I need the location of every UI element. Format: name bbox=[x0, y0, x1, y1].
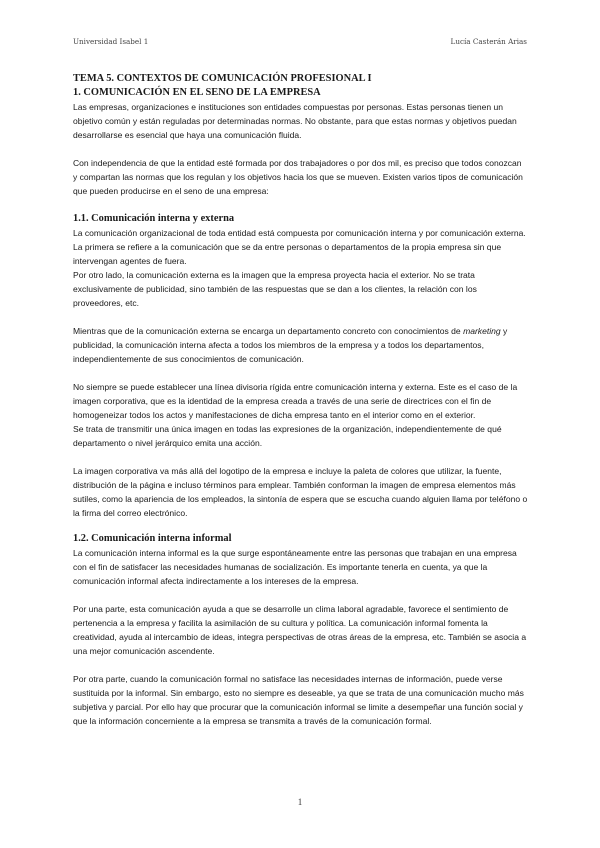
section-1-2-paragraph: Por otra parte, cuando la comunicación formal no satisface las necesidades internas de información, puede verse sustituida por la informal. Sin embargo, esto no siempre es deseable, ya que se trata de una comunicación mucho más subjetiva y parcial. Por ello hay que procurar que la comunicación informal se limite a desempeñar una función social y que la información concerniente a la empresa se transmita a través de la comunicación formal. bbox=[73, 674, 524, 726]
section-1-2-paragraph: Por una parte, esta comunicación ayuda a que se desarrolle un clima laboral agradable, favorece el sentimiento de pertenencia a la empresa y facilita la asimilación de su cultura y política. La comunicación informal fomenta la creatividad, ayuda al intercambio de ideas, integra perspectivas de otras áreas de la empresa, etc. También se asocia a una mejor comunicación ascendente. bbox=[73, 604, 527, 656]
marketing-term: marketing bbox=[463, 326, 501, 336]
section-1-2-heading: 1.2. Comunicación interna informal bbox=[73, 533, 232, 544]
section-1-1-paragraph: No siempre se puede establecer una línea divisoria rígida entre comunicación interna y externa. Este es el caso de la imagen corporativa, que es la identidad de la empresa creada a través de una serie de directrices con el fin de homogeneizar todos los actos y manifestaciones de dicha empresa tanto en el interior como en el exterior. bbox=[73, 382, 518, 420]
document-body bbox=[73, 72, 528, 728]
section-1-1-paragraph: Se trata de transmitir una única imagen en todas las expresiones de la organización, independientemente de qué departamento o nivel jerárquico emita una acción. bbox=[73, 424, 502, 448]
section-1-heading: 1. COMUNICACIÓN EN EL SENO DE LA EMPRESA bbox=[73, 87, 321, 98]
page-number: 1 bbox=[297, 797, 303, 807]
header-institution: Universidad Isabel 1 bbox=[73, 37, 149, 46]
header-author: Lucía Casterán Arias bbox=[450, 37, 527, 46]
section-1-1-heading: 1.1. Comunicación interna y externa bbox=[73, 213, 235, 224]
section-1-1-paragraph: Por otro lado, la comunicación externa es la imagen que la empresa proyecta hacia el exterior. No se trata exclusivamente de publicidad, sino también de las respuestas que se dan a los clientes, la relación con los proveedores, etc. bbox=[73, 270, 477, 308]
topic-title: TEMA 5. CONTEXTOS DE COMUNICACIÓN PROFESIONAL I bbox=[73, 73, 372, 84]
section-1-1-paragraph: La comunicación organizacional de toda entidad está compuesta por comunicación interna y por comunicación externa. La primera se refiere a la comunicación que se da entre personas o departamentos de la propia empresa sin que intervengan agentes de fuera. bbox=[73, 228, 526, 266]
section-1-1-paragraph: Mientras que de la comunicación externa se encarga un departamento concreto con conocimientos de marketing y publicidad, la comunicación interna afecta a todos los miembros de la empresa y a todos los departamentos, independientemente de sus conocimientos de comunicación. bbox=[73, 326, 508, 364]
section-1-1-paragraph: La imagen corporativa va más allá del logotipo de la empresa e incluye la paleta de colores que utilizar, la fuente, distribución de la página e incluso términos para emplear. También conforman la imagen de empresa elementos más sutiles, como la apariencia de los empleados, la sintonía de espera que se escucha cuando alguien llama por teléfono o la firma del correo electrónico. bbox=[73, 466, 528, 518]
section-1-2-paragraph: La comunicación interna informal es la que surge espontáneamente entre las personas que trabajan en una empresa con el fin de satisfacer las necesidades humanas de socialización. Es importante tenerla en cuenta, ya que la comunicación informal afecta indirectamente a los intereses de la empresa. bbox=[73, 548, 517, 586]
section-1-paragraph: Con independencia de que la entidad esté formada por dos trabajadores o por dos mil, es preciso que todos conozcan y compartan las normas que los regulan y los objetivos hacia los que se mueven. Existen varios tipos de comunicación que pueden producirse en el seno de una empresa: bbox=[73, 158, 523, 196]
section-1-paragraph: Las empresas, organizaciones e instituciones son entidades compuestas por personas. Estas personas tienen un objetivo común y están reguladas por determinadas normas. No obstante, para que estas normas y objetivos puedan desarrollarse es esencial que haya una comunicación fluida. bbox=[73, 102, 517, 140]
